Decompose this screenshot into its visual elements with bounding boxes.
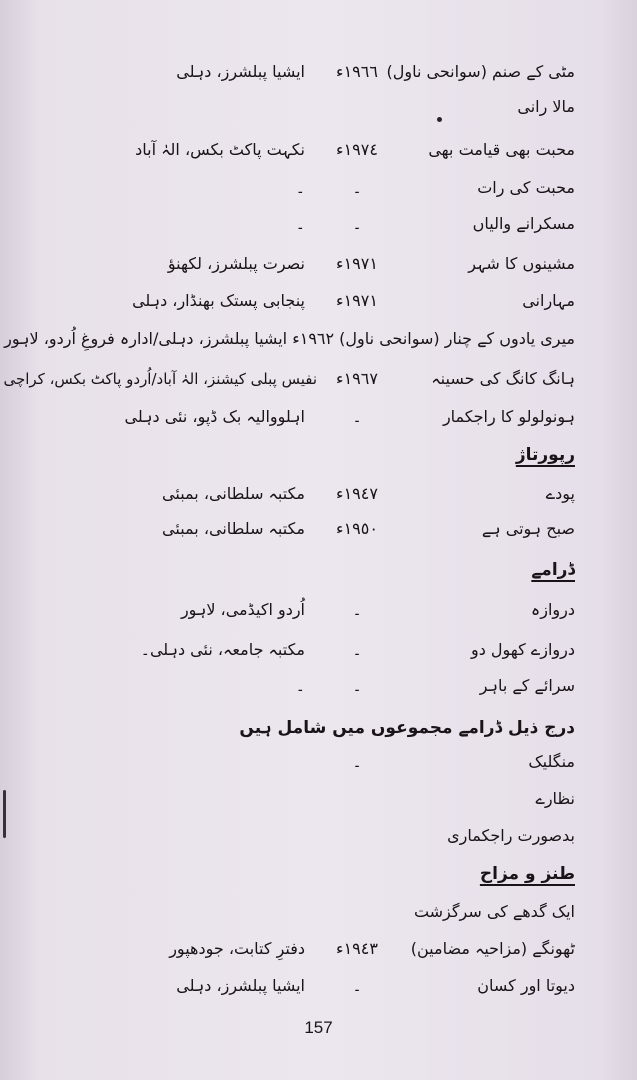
entry-publisher: ۔ <box>295 676 305 695</box>
entry-row <box>0 898 637 932</box>
entry-year: ۔ <box>352 600 362 619</box>
entry-title: مشینوں کا شہر <box>468 254 575 273</box>
entry-year: ۔ <box>352 214 362 233</box>
entry-row <box>0 250 637 284</box>
ink-spot <box>437 117 442 122</box>
entry-publisher: مکتبہ سلطانی، بمبئی <box>162 484 305 503</box>
entry-year: ١٩٦٧ء <box>336 369 378 388</box>
entry-row <box>0 58 637 92</box>
entry-year: ۔ <box>352 407 362 426</box>
entry-year: ۔ <box>352 676 362 695</box>
entry-year: ١٩٥٠ء <box>336 519 378 538</box>
entry-publisher: مکتبہ سلطانی، بمبئی <box>162 519 305 538</box>
entry-year: ١٩٤٣ء <box>336 939 378 958</box>
entry-year: ١٩٦٦ء <box>336 62 378 81</box>
entry-title: صبح ہوتی ہے <box>481 519 575 538</box>
entry-title: مہارانی <box>522 291 575 310</box>
entry-title: مٹی کے صنم (سوانحی ناول) <box>386 62 575 81</box>
entry-row <box>0 515 637 549</box>
entry-row <box>0 403 637 437</box>
entry-title: مسکرانے والیاں <box>472 214 575 233</box>
entry-year: ١٩٤٧ء <box>336 484 378 503</box>
entry-publisher: ایشیا پبلشرز، دہلی <box>176 976 305 995</box>
entry-row <box>0 136 637 170</box>
entry-row <box>0 822 637 856</box>
section-heading-humour: طنز و مزاح <box>479 864 575 884</box>
entry-title: ٹھونگے (مزاحیہ مضامین) <box>410 939 575 958</box>
entry-title: دروازہ <box>530 600 575 619</box>
entry-row <box>0 636 637 670</box>
entry-year: ١٩٧١ء <box>336 291 378 310</box>
entry-title: محبت کی رات <box>477 178 575 197</box>
page-number: 157 <box>304 1018 333 1037</box>
entry-row <box>0 210 637 244</box>
entry-title: سرائے کے باہر <box>479 676 575 695</box>
section-heading-drama: ڈرامے <box>531 560 575 580</box>
entry-publisher: ایشیا پبلشرز، دہلی <box>176 62 305 81</box>
entry-publisher: پنجابی پستک بھنڈار، دہلی <box>132 291 305 310</box>
entry-title-full: میری یادوں کے چنار (سوانحی ناول) ١٩٦٢ء ایشیا پبلشرز، دہلی/ادارہ فروغِ اُردو، لاہور <box>4 329 575 348</box>
entry-title: بدصورت راجکماری <box>447 826 575 845</box>
entry-publisher: مکتبہ جامعہ، نئی دہلی۔ <box>140 640 305 659</box>
entry-publisher: اُردو اکیڈمی، لاہور <box>180 600 305 619</box>
entry-title: محبت بھی قیامت بھی <box>428 140 575 159</box>
entry-title: نظارے <box>535 789 575 808</box>
entry-year: ۔ <box>352 178 362 197</box>
entry-year: ۔ <box>352 976 362 995</box>
entry-row <box>0 287 637 321</box>
entry-row <box>0 365 637 399</box>
entry-row <box>0 748 637 782</box>
entry-publisher: نفیس پبلی کیشنز، الہٰ آباد/اُردو پاکٹ بکس، کراچی <box>3 370 317 388</box>
entry-row <box>0 480 637 514</box>
page-edge-mark <box>3 790 6 838</box>
entry-row <box>0 672 637 706</box>
section-heading-reportage: رپورتاژ <box>515 445 575 465</box>
entry-row <box>0 785 637 819</box>
entry-row <box>0 972 637 1006</box>
entry-title: ہونولولو کا راجکمار <box>442 407 575 426</box>
entry-publisher: دفترِ کتابت، جودھپور <box>169 939 305 958</box>
entry-row <box>0 174 637 208</box>
entry-publisher: ۔ <box>295 178 305 197</box>
collections-note: درج ذیل ڈرامے مجموعوں میں شامل ہیں <box>239 718 575 738</box>
entry-title: منگلیک <box>528 752 575 771</box>
entry-title: دیوتا اور کسان <box>477 976 575 995</box>
entry-publisher: نکہت پاکٹ بکس، الہٰ آباد <box>135 140 305 159</box>
entry-row <box>0 325 637 359</box>
entry-row <box>0 596 637 630</box>
entry-year: ۔ <box>352 752 362 771</box>
entry-title: پودے <box>545 484 575 503</box>
entry-title: ہانگ کانگ کی حسینہ <box>431 369 575 388</box>
entry-publisher: ۔ <box>295 214 305 233</box>
entry-title: مالا رانی <box>517 97 575 116</box>
entry-row <box>0 935 637 969</box>
entry-publisher: نصرت پبلشرز، لکھنؤ <box>167 254 305 273</box>
entry-year: ١٩٧٤ء <box>336 140 378 159</box>
entry-year: ۔ <box>352 640 362 659</box>
entry-row <box>0 93 637 127</box>
entry-title: ایک گدھے کی سرگزشت <box>413 902 575 921</box>
entry-year: ١٩٧١ء <box>336 254 378 273</box>
entry-publisher: اہلووالیہ بک ڈپو، نئی دہلی <box>124 407 305 426</box>
entry-title: دروازے کھول دو <box>470 640 575 659</box>
